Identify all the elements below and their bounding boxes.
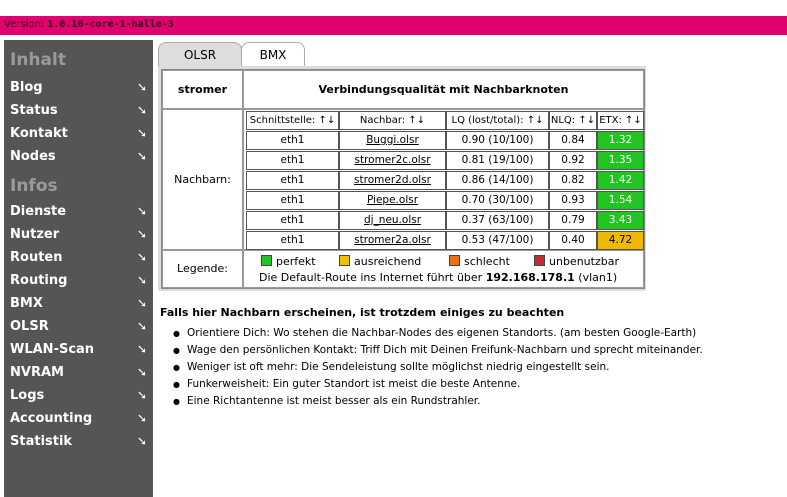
default-route-ip: 192.168.178.1: [485, 271, 575, 284]
arrow-icon: ➘: [136, 227, 147, 241]
cell-nlq: 0.93: [549, 191, 597, 210]
legend-item-ausreichend: ausreichend: [339, 255, 421, 268]
swatch-icon: [261, 255, 272, 266]
neighbor-table: [161, 69, 645, 289]
neighbor-link[interactable]: stromer2d.olsr: [354, 174, 431, 186]
cell-interface: eth1: [246, 231, 339, 250]
sidebar-item-dienste[interactable]: Dienste ➘: [10, 204, 147, 219]
cell-etx: 1.32: [597, 131, 644, 150]
legend-item-unbenutzbar: unbenutzbar: [534, 255, 619, 268]
cell-etx: 1.54: [597, 191, 644, 210]
column-header-etx[interactable]: ETX: ↑↓: [597, 111, 644, 130]
sidebar-item-status[interactable]: Status ➘: [10, 103, 147, 118]
list-item: ● Orientiere Dich: Wo stehen die Nachbar-Nodes des eigenen Standorts. (am besten Google-Earth): [173, 326, 703, 343]
arrow-icon: ➘: [136, 388, 147, 402]
cell-neighbor: [339, 171, 446, 190]
cell-etx: 1.35: [597, 151, 644, 170]
sidebar-heading-inhalt: Inhalt: [10, 50, 66, 70]
default-route: Die Default-Route ins Internet führt über 192.168.178.1 (vlan1): [259, 271, 618, 284]
cell-lq: 0.53 (47/100): [446, 231, 549, 250]
cell-neighbor: [339, 211, 446, 230]
arrow-icon: ➘: [136, 319, 147, 333]
neighbors-label: Nachbarn:: [162, 109, 243, 250]
sidebar-item-routen[interactable]: Routen ➘: [10, 250, 147, 265]
tab-bmx[interactable]: BMX: [241, 42, 305, 67]
column-header-lq[interactable]: LQ (lost/total): ↑↓: [446, 111, 549, 130]
cell-nlq: 0.82: [549, 171, 597, 190]
neighbor-link[interactable]: stromer2a.olsr: [354, 234, 431, 246]
column-header-nlq[interactable]: NLQ: ↑↓: [549, 111, 597, 130]
swatch-icon: [339, 255, 350, 266]
cell-interface: eth1: [246, 131, 339, 150]
arrow-icon: ➘: [136, 149, 147, 163]
arrow-icon: ➘: [136, 80, 147, 94]
arrow-icon: ➘: [136, 434, 147, 448]
column-header-neighbor[interactable]: Nachbar: ↑↓: [339, 111, 446, 130]
version-text: Version: 1.6.10-core-1-halle-3: [4, 19, 174, 30]
sidebar-item-blog[interactable]: Blog ➘: [10, 80, 147, 95]
arrow-icon: ➘: [136, 342, 147, 356]
node-name: stromer: [162, 70, 243, 109]
cell-lq: 0.81 (19/100): [446, 151, 549, 170]
cell-nlq: 0.40: [549, 231, 597, 250]
cell-lq: 0.86 (14/100): [446, 171, 549, 190]
cell-interface: eth1: [246, 211, 339, 230]
sidebar: [4, 40, 153, 497]
swatch-icon: [534, 255, 545, 266]
sidebar-heading-infos: Infos: [10, 176, 58, 196]
table-title: Verbindungsqualität mit Nachbarknoten: [243, 70, 644, 109]
sidebar-item-kontakt[interactable]: Kontakt ➘: [10, 126, 147, 141]
sidebar-item-routing[interactable]: Routing ➘: [10, 273, 147, 288]
list-item: ● Eine Richtantenne ist meist besser als ein Rundstrahler.: [173, 394, 703, 411]
cell-neighbor: [339, 231, 446, 250]
arrow-icon: ➘: [136, 411, 147, 425]
arrow-icon: ➘: [136, 296, 147, 310]
sidebar-item-logs[interactable]: Logs ➘: [10, 388, 147, 403]
arrow-icon: ➘: [136, 273, 147, 287]
list-item: ● Weniger ist oft mehr: Die Sendeleistung sollte möglichst niedrig eingestellt sein.: [173, 360, 703, 377]
cell-neighbor: [339, 191, 446, 210]
cell-lq: 0.70 (30/100): [446, 191, 549, 210]
neighbor-link[interactable]: Buggi.olsr: [366, 134, 419, 146]
cell-nlq: 0.92: [549, 151, 597, 170]
legend: [246, 252, 641, 286]
sidebar-item-nodes[interactable]: Nodes ➘: [10, 149, 147, 164]
tab-olsr[interactable]: OLSR: [158, 42, 242, 67]
cell-etx: 1.42: [597, 171, 644, 190]
sidebar-item-statistik[interactable]: Statistik ➘: [10, 434, 147, 449]
version-bar: [0, 16, 787, 35]
cell-lq: 0.90 (10/100): [446, 131, 549, 150]
sidebar-item-accounting[interactable]: Accounting ➘: [10, 411, 147, 426]
cell-neighbor: [339, 151, 446, 170]
cell-interface: eth1: [246, 191, 339, 210]
legend-item-schlecht: schlecht: [449, 255, 510, 268]
arrow-icon: ➘: [136, 250, 147, 264]
list-item: ● Funkerweisheit: Ein guter Standort ist meist die beste Antenne.: [173, 377, 703, 394]
legend-item-perfekt: perfekt: [261, 255, 316, 268]
neighbor-link[interactable]: dj_neu.olsr: [363, 214, 422, 226]
neighbor-link[interactable]: stromer2c.olsr: [354, 154, 431, 166]
arrow-icon: ➘: [136, 365, 147, 379]
sidebar-item-nutzer[interactable]: Nutzer ➘: [10, 227, 147, 242]
sidebar-item-nvram[interactable]: NVRAM ➘: [10, 365, 147, 380]
swatch-icon: [449, 255, 460, 266]
arrow-icon: ➘: [136, 103, 147, 117]
cell-etx: 4.72: [597, 231, 644, 250]
olsr-panel: [158, 66, 646, 291]
arrow-icon: ➘: [136, 126, 147, 140]
sidebar-item-olsr[interactable]: OLSR ➘: [10, 319, 147, 334]
cell-nlq: 0.84: [549, 131, 597, 150]
info-heading: Falls hier Nachbarn erscheinen, ist trotzdem einiges zu beachten: [160, 306, 565, 319]
cell-etx: 3.43: [597, 211, 644, 230]
cell-neighbor: [339, 131, 446, 150]
cell-interface: eth1: [246, 171, 339, 190]
sidebar-item-bmx[interactable]: BMX ➘: [10, 296, 147, 311]
arrow-icon: ➘: [136, 204, 147, 218]
list-item: ● Wage den persönlichen Kontakt: Triff Dich mit Deinen Freifunk-Nachbarn und sprecht miteinander.: [173, 343, 703, 360]
info-list: [173, 326, 703, 411]
column-header-interface[interactable]: Schnittstelle: ↑↓: [246, 111, 339, 130]
neighbor-link[interactable]: Piepe.olsr: [366, 194, 419, 206]
sidebar-item-wlan-scan[interactable]: WLAN-Scan ➘: [10, 342, 147, 357]
legend-label: Legende:: [162, 250, 243, 288]
cell-nlq: 0.79: [549, 211, 597, 230]
cell-lq: 0.37 (63/100): [446, 211, 549, 230]
cell-interface: eth1: [246, 151, 339, 170]
